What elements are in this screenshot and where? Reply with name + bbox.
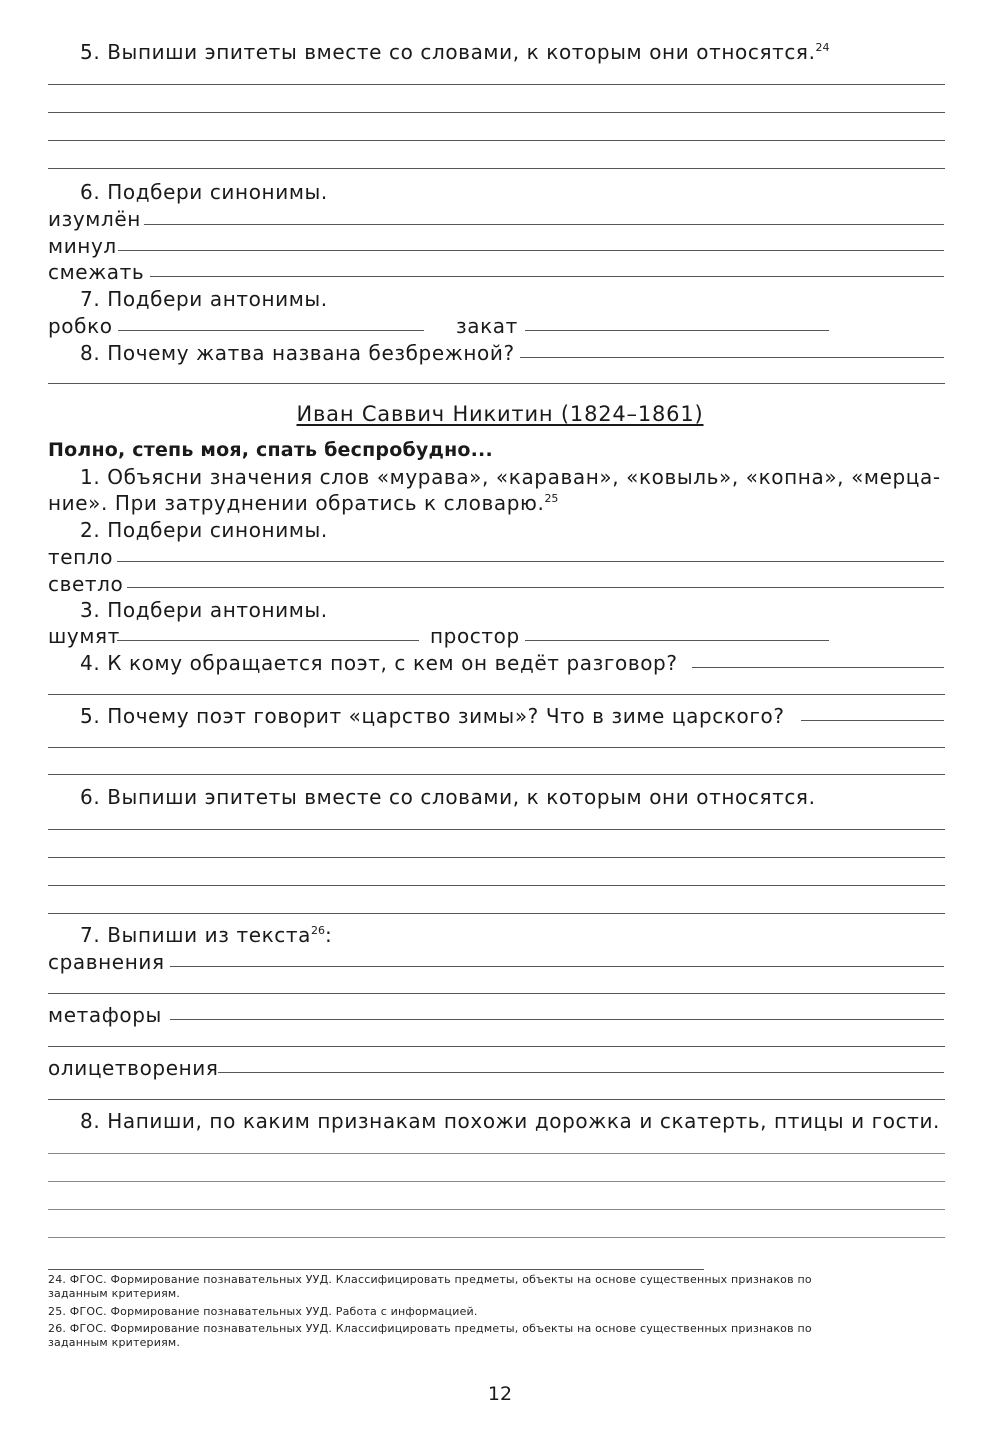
figure-type-label: олицетворения (48, 1056, 219, 1080)
task-8-question: 8. Почему жатва названа безбрежной? (80, 341, 515, 365)
answer-line[interactable] (48, 774, 945, 775)
answer-line[interactable] (118, 250, 944, 251)
task-7-antonyms: 7. Подбери антонимы. (80, 287, 328, 311)
task-5-epithets: 5. Выпиши эпитеты вместе со словами, к которым они относятся.$^{24}$ (80, 40, 830, 64)
answer-line[interactable] (48, 1153, 945, 1154)
answer-line[interactable] (48, 168, 945, 169)
answer-line[interactable] (48, 1181, 945, 1182)
footnote-25: 25. ФГОС. Формирование познавательных УУД. Работа с информацией. (48, 1305, 478, 1318)
answer-line[interactable] (520, 357, 944, 358)
synonym-word: светло (48, 572, 124, 596)
answer-line[interactable] (48, 829, 945, 830)
task-4-question: 4. К кому обращается поэт, с кем он ведёт разговор? (80, 651, 678, 675)
task-6-epithets: 6. Выпиши эпитеты вместе со словами, к которым они относятся. (80, 785, 816, 809)
figure-type-label: сравнения (48, 950, 165, 974)
antonym-word: закат (456, 314, 518, 338)
answer-line[interactable] (48, 140, 945, 141)
synonym-word: изумлён (48, 207, 141, 231)
figure-type-label: метафоры (48, 1003, 162, 1027)
antonym-word: шумят (48, 624, 120, 648)
answer-line[interactable] (692, 667, 944, 668)
answer-line[interactable] (127, 587, 944, 588)
task-1-vocabulary-cont: ние». При затруднении обратись к словарю.$^{25}$ (48, 491, 559, 515)
answer-line[interactable] (117, 561, 944, 562)
antonym-word: робко (48, 314, 113, 338)
task-7-extract: 7. Выпиши из текста$^{26}$: (80, 923, 333, 947)
synonym-word: тепло (48, 545, 114, 569)
footnote-24: 24. ФГОС. Формирование познавательных УУД. Классифицировать предметы, объекты на основе существенных признаков по (48, 1273, 812, 1286)
answer-line[interactable] (150, 276, 944, 277)
answer-line[interactable] (48, 694, 945, 695)
task-1-vocabulary: 1. Объясни значения слов «мурава», «караван», «ковыль», «копна», «мерца- (80, 465, 941, 489)
answer-line[interactable] (118, 330, 424, 331)
answer-line[interactable] (48, 1099, 945, 1100)
antonym-word: простор (430, 624, 520, 648)
page-number: 12 (487, 1383, 513, 1405)
footnote-26: 26. ФГОС. Формирование познавательных УУД. Классифицировать предметы, объекты на основе существенных признаков по (48, 1322, 812, 1335)
answer-line[interactable] (170, 1019, 944, 1020)
footnote-separator (48, 1269, 704, 1270)
answer-line[interactable] (48, 857, 945, 858)
task-2-synonyms: 2. Подбери синонимы. (80, 518, 328, 542)
answer-line[interactable] (48, 1209, 945, 1210)
task-8-question: 8. Напиши, по каким признакам похожи дорожка и скатерть, птицы и гости. (80, 1109, 941, 1133)
answer-line[interactable] (48, 1046, 945, 1047)
answer-line[interactable] (117, 640, 419, 641)
answer-line[interactable] (48, 112, 945, 113)
answer-line[interactable] (48, 84, 945, 85)
answer-line[interactable] (144, 224, 944, 225)
answer-line[interactable] (525, 330, 829, 331)
answer-line[interactable] (48, 383, 945, 384)
task-3-antonyms: 3. Подбери антонимы. (80, 598, 328, 622)
synonym-word: смежать (48, 260, 145, 284)
author-heading: Иван Саввич Никитин (1824–1861) (296, 402, 704, 426)
answer-line[interactable] (525, 640, 829, 641)
synonym-word: минул (48, 234, 117, 258)
task-6-synonyms: 6. Подбери синонимы. (80, 180, 328, 204)
answer-line[interactable] (801, 720, 944, 721)
answer-line[interactable] (218, 1072, 944, 1073)
task-5-question: 5. Почему поэт говорит «царство зимы»? Что в зиме царского? (80, 704, 785, 728)
answer-line[interactable] (48, 1237, 945, 1238)
answer-line[interactable] (170, 966, 944, 967)
footnote-26-cont: заданным критериям. (48, 1336, 181, 1349)
answer-line[interactable] (48, 993, 945, 994)
answer-line[interactable] (48, 913, 945, 914)
poem-title: Полно, степь моя, спать беспробудно... (48, 439, 493, 461)
footnote-24-cont: заданным критериям. (48, 1287, 181, 1300)
answer-line[interactable] (48, 885, 945, 886)
answer-line[interactable] (48, 747, 945, 748)
